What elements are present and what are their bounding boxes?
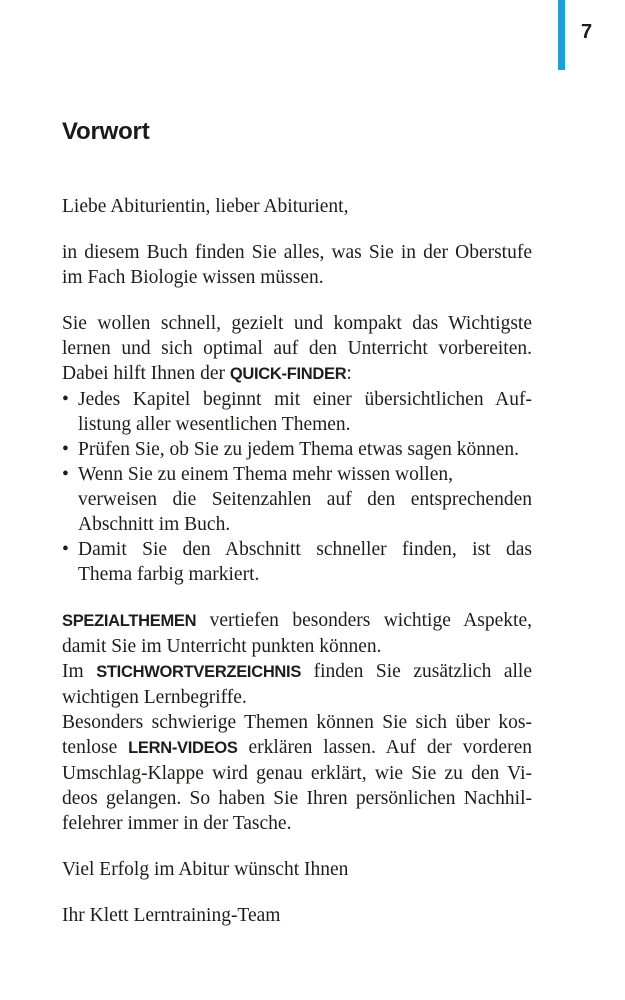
- text-segment: finden Sie zusätzlich alle: [301, 661, 533, 682]
- text-line: [62, 786, 532, 811]
- bullet-item: [62, 462, 532, 537]
- text-segment: Dabei hilft Ihnen der: [62, 363, 230, 384]
- text-segment: lernen und sich optimal auf den Unterricht vorbereiten.: [62, 338, 532, 359]
- bullet-marker-icon: •: [62, 464, 69, 485]
- bullet-text: [78, 462, 532, 537]
- keyword-bold: SPEZIALTHEMEN: [62, 612, 197, 630]
- keyword-bold: QUICK-FINDER: [229, 365, 347, 383]
- bullet-text: [78, 387, 532, 437]
- page-number: 7: [581, 21, 593, 43]
- text-segment: erklären lassen. Auf der vorderen: [237, 737, 532, 758]
- paragraph-salutation: [62, 194, 532, 219]
- text-line: [78, 487, 532, 512]
- text-line: [62, 311, 532, 336]
- paragraph-quickfinder: [62, 311, 532, 387]
- bullet-text: [78, 537, 532, 587]
- text-line: [62, 857, 532, 882]
- text-segment: Umschlag-Klappe wird genau erklärt, wie Sie zu den Vi-: [62, 763, 532, 784]
- text-line: [62, 608, 532, 634]
- text-line: [62, 685, 532, 710]
- text-segment: Prüfen Sie, ob Sie zu jedem Thema etwas sagen können.: [78, 439, 519, 460]
- bullet-marker-icon: •: [62, 389, 69, 410]
- text-line: [62, 336, 532, 361]
- keyword-bold: STICHWORTVERZEICHNIS: [96, 663, 302, 681]
- text-segment: Abschnitt im Buch.: [78, 514, 231, 535]
- text-line: [78, 537, 532, 562]
- page-edge-accent-bar: [558, 0, 565, 70]
- text-segment: Wenn Sie zu einem Thema mehr wissen wollen,: [78, 464, 453, 485]
- text-segment: vertiefen besonders wichtige Aspekte,: [196, 610, 532, 631]
- text-segment: Im: [62, 661, 97, 682]
- text-line: [62, 735, 532, 761]
- text-line: [62, 634, 532, 659]
- text-segment: wichtigen Lernbegriffe.: [62, 687, 247, 708]
- paragraph-spezialthemen: [62, 608, 532, 659]
- bullet-item: [62, 387, 532, 437]
- keyword-bold: LERN-VIDEOS: [128, 739, 238, 757]
- text-segment: Besonders schwierige Themen können Sie sich über kos-: [62, 712, 532, 733]
- page-title: Vorwort: [62, 118, 150, 145]
- text-line: [62, 811, 532, 836]
- text-segment: listung aller wesentlichen Themen.: [78, 414, 351, 435]
- text-line: [62, 710, 532, 735]
- text-segment: damit Sie im Unterricht punkten können.: [62, 636, 382, 657]
- bullet-marker-icon: •: [62, 439, 69, 460]
- text-line: [62, 361, 532, 387]
- bullet-marker-icon: •: [62, 539, 69, 560]
- text-line: [62, 194, 532, 219]
- bullet-text: [78, 437, 532, 462]
- text-segment: Viel Erfolg im Abitur wünscht Ihnen: [62, 859, 349, 880]
- text-line: [62, 659, 532, 685]
- text-segment: Thema farbig markiert.: [78, 564, 260, 585]
- paragraph-signature: [62, 903, 532, 928]
- text-segment: Sie wollen schnell, gezielt und kompakt das Wichtigste: [62, 313, 532, 334]
- bullet-item: [62, 537, 532, 587]
- text-line: [78, 412, 532, 437]
- text-segment: deos gelangen. So haben Sie Ihren persönlichen Nachhil-: [62, 788, 532, 809]
- bullet-item: [62, 437, 532, 462]
- text-line: [78, 387, 532, 412]
- text-segment: :: [346, 363, 352, 384]
- text-segment: im Fach Biologie wissen müssen.: [62, 267, 324, 288]
- text-line: [78, 462, 532, 487]
- paragraph-lernvideos: [62, 710, 532, 836]
- paragraph-stichwortverzeichnis: [62, 659, 532, 710]
- text-line: [62, 265, 532, 290]
- text-segment: felehrer immer in der Tasche.: [62, 813, 292, 834]
- text-segment: Damit Sie den Abschnitt schneller finden, ist das: [78, 539, 532, 560]
- text-segment: Liebe Abiturientin, lieber Abiturient,: [62, 196, 349, 217]
- page-content: [62, 194, 532, 928]
- text-line: [78, 512, 532, 537]
- text-segment: Jedes Kapitel beginnt mit einer übersichtlichen Auf-: [78, 389, 532, 410]
- paragraph-intro: [62, 240, 532, 290]
- text-segment: Ihr Klett Lerntraining-Team: [62, 905, 281, 926]
- text-line: [62, 903, 532, 928]
- text-line: [62, 761, 532, 786]
- text-line: [78, 437, 532, 462]
- text-segment: tenlose: [62, 737, 129, 758]
- text-segment: verweisen die Seitenzahlen auf den entsprechenden: [78, 489, 532, 510]
- text-segment: in diesem Buch finden Sie alles, was Sie in der Oberstufe: [62, 242, 532, 263]
- bullet-list-quickfinder-list: [62, 387, 532, 587]
- paragraph-closing-wish: [62, 857, 532, 882]
- text-line: [78, 562, 532, 587]
- text-line: [62, 240, 532, 265]
